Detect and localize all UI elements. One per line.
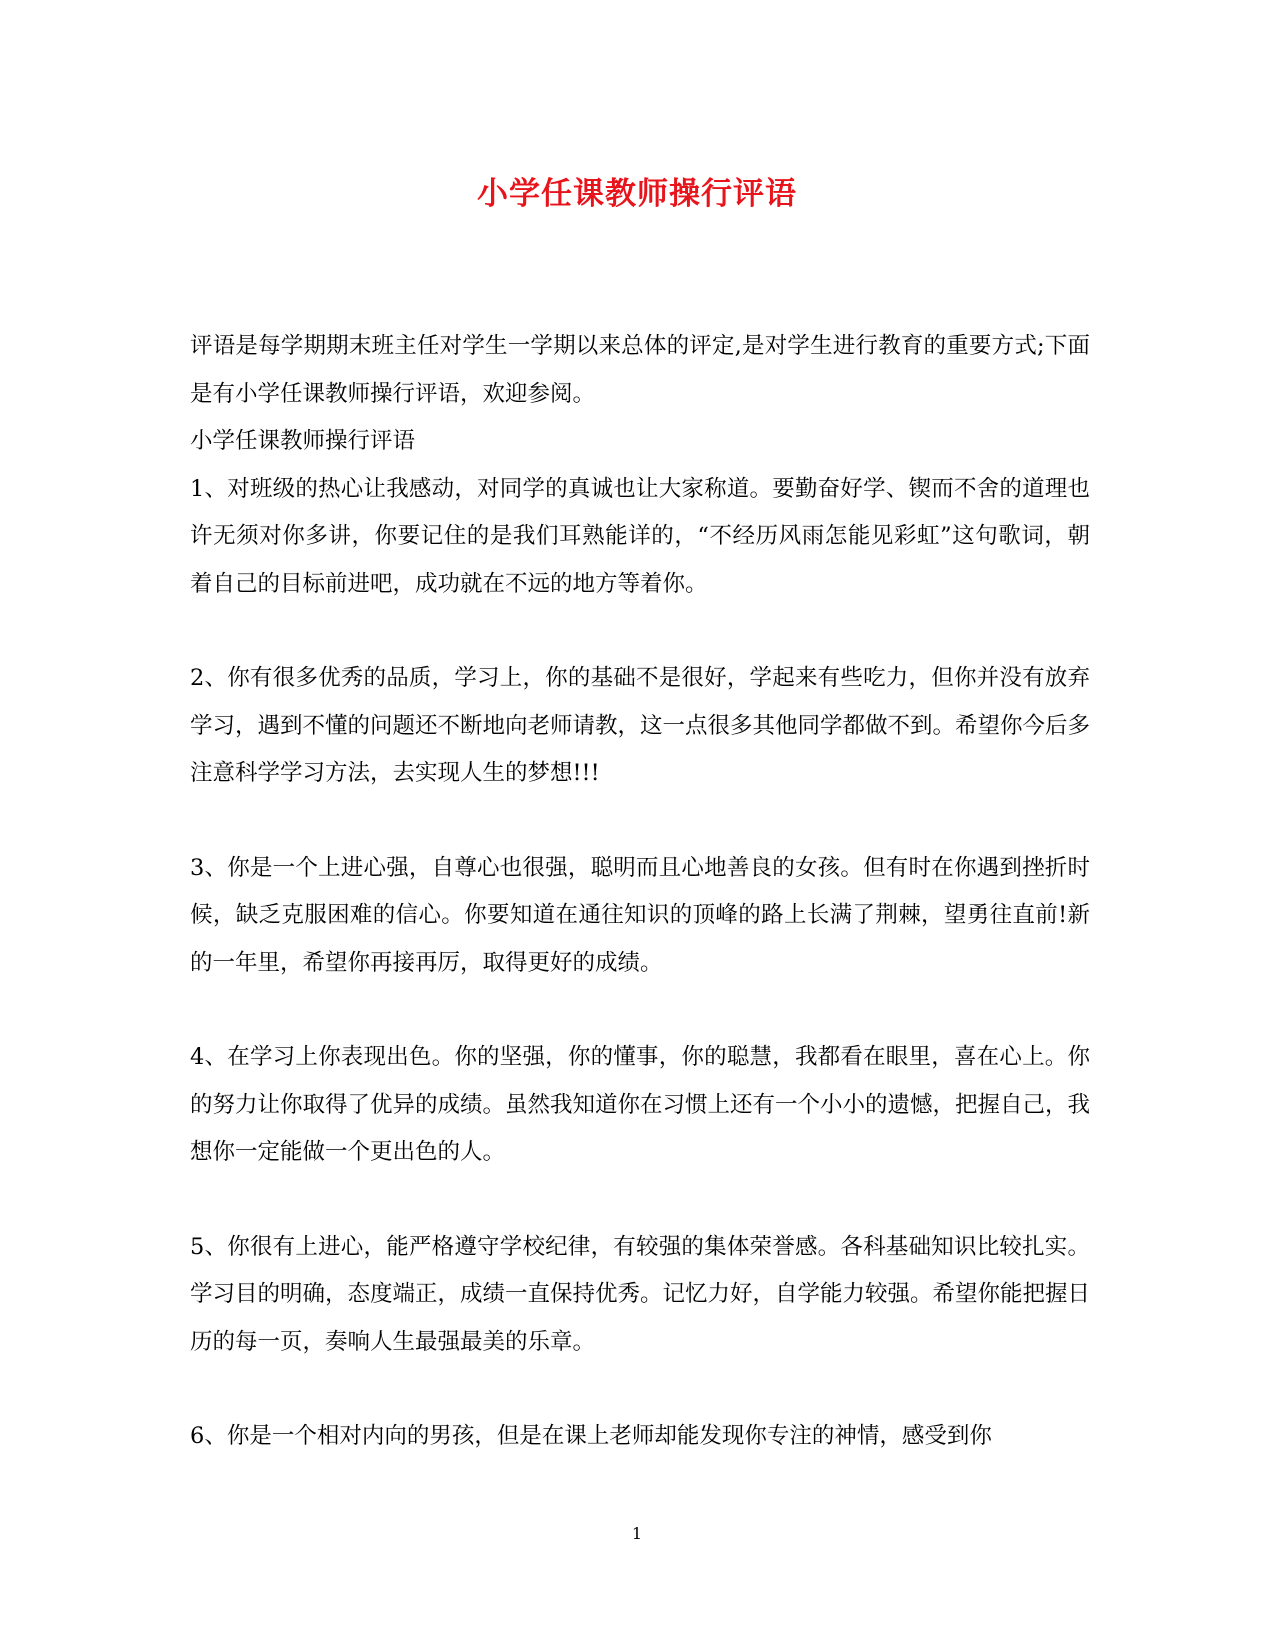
document-title: 小学任课教师操行评语 [477, 176, 797, 212]
paragraph-spacer [190, 1366, 1090, 1413]
comment-paragraph: 1、对班级的热心让我感动，对同学的真诚也让大家称道。要勤奋好学、锲而不舍的道理也许无须对你多讲，你要记住的是我们耳熟能详的，“不经历风雨怎能见彩虹”这句歌词，朝着自己的目标前进吧，成功就在不远的地方等着你。 [190, 475, 1090, 597]
paragraph-spacer [190, 1177, 1090, 1224]
paragraph-spacer [190, 798, 1090, 845]
comment-paragraph: 3、你是一个上进心强，自尊心也很强，聪明而且心地善良的女孩。但有时在你遇到挫折时候，缺乏克服困难的信心。你要知道在通往知识的顶峰的路上长满了荆棘，望勇往直前!新的一年里，希望你再接再厉，取得更好的成绩。 [190, 854, 1090, 976]
comment-paragraph: 6、你是一个相对内向的男孩，但是在课上老师却能发现你专注的神情，感受到你 [190, 1423, 992, 1449]
page-number: 1 [631, 1524, 643, 1543]
document-body [190, 323, 1090, 1461]
comment-paragraph: 5、你很有上进心，能严格遵守学校纪律，有较强的集体荣誉感。各科基础知识比较扎实。学习目的明确，态度端正，成绩一直保持优秀。记忆力好，自学能力较强。希望你能把握日历的每一页，奏响人生最强最美的乐章。 [190, 1233, 1091, 1355]
section-heading: 小学任课教师操行评语 [190, 428, 416, 454]
paragraph-spacer [190, 987, 1090, 1034]
intro-paragraph: 评语是每学期期末班主任对学生一学期以来总体的评定,是对学生进行教育的重要方式;下面是有小学任课教师操行评语，欢迎参阅。 [190, 333, 1090, 407]
comment-paragraph: 4、在学习上你表现出色。你的坚强，你的懂事，你的聪慧，我都看在眼里，喜在心上。你的努力让你取得了优异的成绩。虽然我知道你在习惯上还有一个小小的遗憾，把握自己，我想你一定能做一个更出色的人。 [190, 1044, 1091, 1165]
paragraph-spacer [190, 608, 1090, 655]
comment-paragraph: 2、你有很多优秀的品质，学习上，你的基础不是很好，学起来有些吃力，但你并没有放弃学习，遇到不懂的问题还不断地向老师请教，这一点很多其他同学都做不到。希望你今后多注意科学学习方法，去实现人生的梦想!!! [190, 665, 1091, 786]
